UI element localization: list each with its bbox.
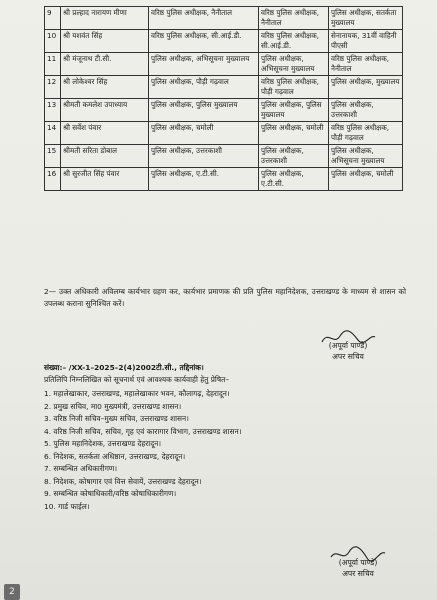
copy-list-item: 1. महालेखाकार, उत्तराखण्ड, महालेखाकार भवन, कौलागढ़, देहरादून। (44, 389, 230, 398)
table-cell-from: पुलिस अधीक्षक, अभिसूचना मुख्यालय (149, 53, 259, 76)
table-row (45, 30, 403, 53)
copy-list-item: 6. निदेशक, सतर्कता अधिष्ठान, उत्तराखण्ड, देहरादून। (44, 451, 186, 461)
table-cell-num: 9 (45, 7, 61, 30)
table-cell-from: वरिष्ठ पुलिस अधीक्षक, नैनीताल (149, 7, 259, 30)
table-cell-new: पुलिस अधीक्षक, उत्तरकाशी (329, 99, 403, 122)
paragraph-2: 2— उक्त अधिकारी अविलम्ब कार्यभार ग्रहण कर, कार्यभार प्रमाणक की प्रति पुलिस महानिदेशक, उत्तराखण्ड के माध्यम से शासन को उपलब्ध कराना सुनिश्चित करें। (44, 287, 406, 308)
copy-list-item: 9. सम्बन्धित कोषाधिकारी/वरिष्ठ कोषाधिकारीगण। (44, 489, 177, 498)
signatory-name: (अपूर्वा पाण्डे) (328, 341, 368, 350)
signatory-designation: अपर सचिव (342, 569, 374, 578)
table-row (45, 168, 403, 191)
table-cell-to: पुलिस अधीक्षक, उत्तरकाशी (259, 145, 329, 168)
table-cell-to: वरिष्ठ पुलिस अधीक्षक, सी.आई.डी. (259, 30, 329, 53)
table-cell-from: वरिष्ठ पुलिस अधीक्षक, सी.आई.डी. (149, 30, 259, 53)
reference-number: संख्या:– /XX-1–2025–2(4)2002टी.सी., तद्दिनांक। (44, 363, 204, 372)
signature-block-2 (328, 545, 388, 579)
table-cell-to: वरिष्ठ पुलिस अधीक्षक, पौड़ी गढ़वाल (259, 76, 329, 99)
table-row (45, 53, 403, 76)
table-cell-num: 12 (45, 76, 61, 99)
table-cell-from: पुलिस अधीक्षक, उत्तरकाशी (149, 145, 259, 168)
table-row (45, 76, 403, 99)
table-cell-from: पुलिस अधीक्षक, पुलिस मुख्यालय (149, 99, 259, 122)
transfer-table (44, 6, 403, 191)
signatory-designation: अपर सचिव (332, 352, 364, 361)
table-cell-to: पुलिस अधीक्षक, ए.टी.सी. (259, 168, 329, 191)
table-cell-to: पुलिस अधीक्षक, पुलिस मुख्यालय (259, 99, 329, 122)
table-cell-new: पुलिस अधीक्षक, अभिसूचना मुख्यालय (329, 145, 403, 168)
table-cell-num: 10 (45, 30, 61, 53)
table-cell-new: वरिष्ठ पुलिस अधीक्षक, पौड़ी गढ़वाल (329, 122, 403, 145)
table-cell-new: पुलिस अधीक्षक, मुख्यालय (329, 76, 403, 99)
table-cell-name: श्री मंजूनाथ टी.सी. (61, 53, 149, 76)
transfer-table-body (45, 7, 403, 191)
table-cell-to: पुलिस अधीक्षक, चमोली (259, 122, 329, 145)
copy-list-item: 10. गार्ड फाईल। (44, 501, 90, 511)
copy-list-item: 7. सम्बन्धित अधिकारीगण। (44, 464, 118, 473)
page-number: 2 (4, 584, 20, 600)
table-cell-name: श्री यशवंत सिंह (61, 30, 149, 53)
copy-list-item: 3. वरिष्ठ निजी सचिव–मुख्य सचिव, उत्तराखण्ड शासन। (44, 414, 189, 423)
copy-list-item: 8. निदेशक, कोषागार एवं वित्त सेवायें, उत्तराखण्ड देहरादून। (44, 476, 202, 486)
copy-list-item: 5. पुलिस महानिदेशक, उत्तराखण्ड देहरादून। (44, 439, 162, 448)
copy-intro: प्रतिलिपि निम्नलिखित को सूचनार्थ एवं आवश्यक कार्यवाही हेतु प्रेषित– (44, 375, 230, 384)
table-cell-num: 13 (45, 99, 61, 122)
table-cell-num: 11 (45, 53, 61, 76)
signature-block-1 (318, 328, 378, 362)
signatory-name: (अपूर्वा पाण्डे) (338, 558, 378, 567)
table-cell-new: वरिष्ठ पुलिस अधीक्षक, नैनीताल (329, 53, 403, 76)
table-cell-to: पुलिस अधीक्षक, अभिसूचना मुख्यालय (259, 53, 329, 76)
copy-list-item: 2. प्रमुख सचिव, मा0 मुख्यमंत्री, उत्तराखण्ड शासन। (44, 401, 182, 411)
copy-list (44, 388, 241, 513)
table-cell-num: 16 (45, 168, 61, 191)
table-cell-num: 14 (45, 122, 61, 145)
table-cell-name: श्री लोकेश्वर सिंह (61, 76, 149, 99)
table-cell-new: पुलिस अधीक्षक, सतर्कता मुख्यालय (329, 7, 403, 30)
table-cell-to: वरिष्ठ पुलिस अधीक्षक, नैनीताल (259, 7, 329, 30)
table-cell-new: पुलिस अधीक्षक, चमोली (329, 168, 403, 191)
table-cell-num: 15 (45, 145, 61, 168)
table-row (45, 99, 403, 122)
table-cell-name: श्री सुरजीत सिंह पंवार (61, 168, 149, 191)
table-cell-name: श्रीमती कमलेश उपाध्याय (61, 99, 149, 122)
table-cell-name: श्री प्रल्हाद नारायण मीणा (61, 7, 149, 30)
table-cell-name: श्री सर्वेश पंवार (61, 122, 149, 145)
table-cell-from: पुलिस अधीक्षक, चमोली (149, 122, 259, 145)
copy-list-item: 4. वरिष्ठ निजी सचिव, सचिव, गृह एवं कारागार विभाग, उत्तराखण्ड शासन। (44, 426, 242, 436)
table-row (45, 122, 403, 145)
table-cell-name: श्रीमती सरिता डोबाल (61, 145, 149, 168)
table-row (45, 145, 403, 168)
table-cell-from: पुलिस अधीक्षक, पौड़ी गढ़वाल (149, 76, 259, 99)
table-row (45, 7, 403, 30)
table-cell-new: सेनानायक, 31वीं वाहिनी पीएसी (329, 30, 403, 53)
table-cell-from: पुलिस अधीक्षक, ए.टी.सी. (149, 168, 259, 191)
